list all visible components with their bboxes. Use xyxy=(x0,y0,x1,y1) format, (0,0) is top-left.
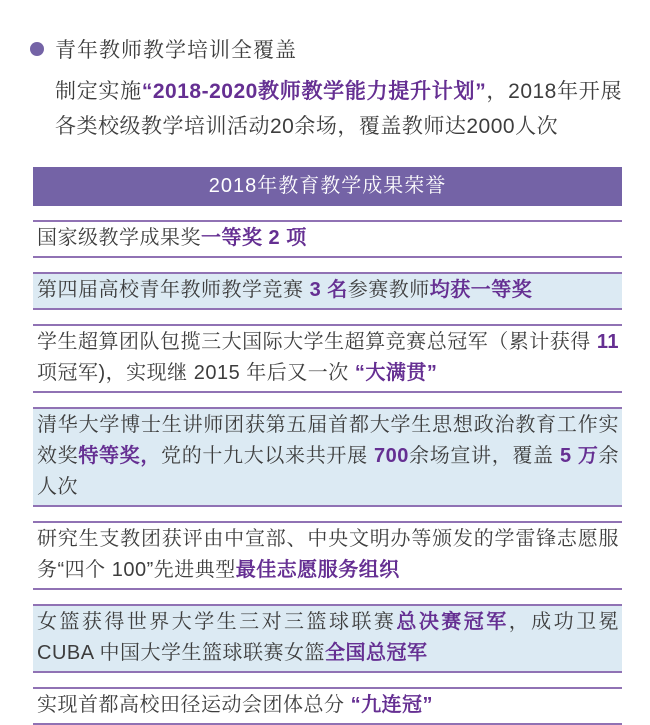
text-segment: 700 xyxy=(373,445,409,467)
table-row xyxy=(33,521,622,590)
text-segment: 11 xyxy=(596,331,619,353)
text-segment: 3 名 xyxy=(309,279,348,301)
table-row xyxy=(33,324,622,393)
text-segment: 实现首都高校田径运动会团体总分 xyxy=(37,694,351,716)
text-segment: 清华大学博士生讲师团获第五届首都大学生思想政治教育工作实效奖 xyxy=(37,414,619,467)
text-segment: “2018-2020教师教学能力提升计划” xyxy=(141,80,487,103)
text-segment: 国家级教学成果奖 xyxy=(37,227,201,249)
text-segment: 全国总冠军 xyxy=(325,642,428,664)
text-segment: 5 万 xyxy=(559,445,599,467)
intro-paragraph xyxy=(55,74,622,144)
honors-table-body xyxy=(33,220,622,725)
table-row xyxy=(33,272,622,310)
text-segment: 项冠军)，实现继 2015 年后又一次 xyxy=(37,362,355,384)
table-row xyxy=(33,407,622,507)
table-row xyxy=(33,220,622,258)
text-segment: ，2018年开展各类校级教学培训活动20余场，覆盖教师达2000人次 xyxy=(55,80,623,138)
text-segment: 总决赛冠军 xyxy=(396,611,509,633)
bullet-icon xyxy=(30,42,44,56)
honors-table-header: 2018年教育教学成果荣誉 xyxy=(33,167,622,206)
intro-heading-label: 青年教师教学培训全覆盖 xyxy=(55,39,297,62)
text-segment: 最佳志愿服务组织 xyxy=(235,559,400,581)
text-segment: 女篮获得世界大学生三对三篮球联赛 xyxy=(37,611,397,633)
text-segment: 研究生支教团获评由中宣部、中央文明办等颁发的学雷锋志愿服务“四个 100”先进典型 xyxy=(37,528,619,581)
intro-section xyxy=(0,0,650,144)
table-row xyxy=(33,687,622,725)
text-segment: ，成功卫冕 CUBA 中国大学生篮球联赛女篮 xyxy=(37,611,620,664)
text-segment: “九连冠” xyxy=(350,694,434,716)
text-segment: 均获一等奖 xyxy=(429,279,533,301)
text-segment: 余场宣讲，覆盖 xyxy=(408,445,560,467)
honors-table xyxy=(33,167,622,725)
text-segment: 制定实施 xyxy=(55,80,142,103)
table-row xyxy=(33,604,622,673)
text-segment: 第四届高校青年教师教学竞赛 xyxy=(37,279,310,301)
text-segment: 参赛教师 xyxy=(347,279,430,301)
text-segment: 学生超算团队包揽三大国际大学生超算竞赛总冠军（累计获得 xyxy=(37,331,597,353)
text-segment: 余人次 xyxy=(37,445,619,498)
text-segment: “大满贯” xyxy=(354,362,438,384)
text-segment: 一等奖 2 项 xyxy=(201,227,307,249)
intro-heading xyxy=(30,34,622,64)
text-segment: 特等奖， xyxy=(78,445,162,467)
text-segment: 党的十九大以来共开展 xyxy=(161,445,374,467)
